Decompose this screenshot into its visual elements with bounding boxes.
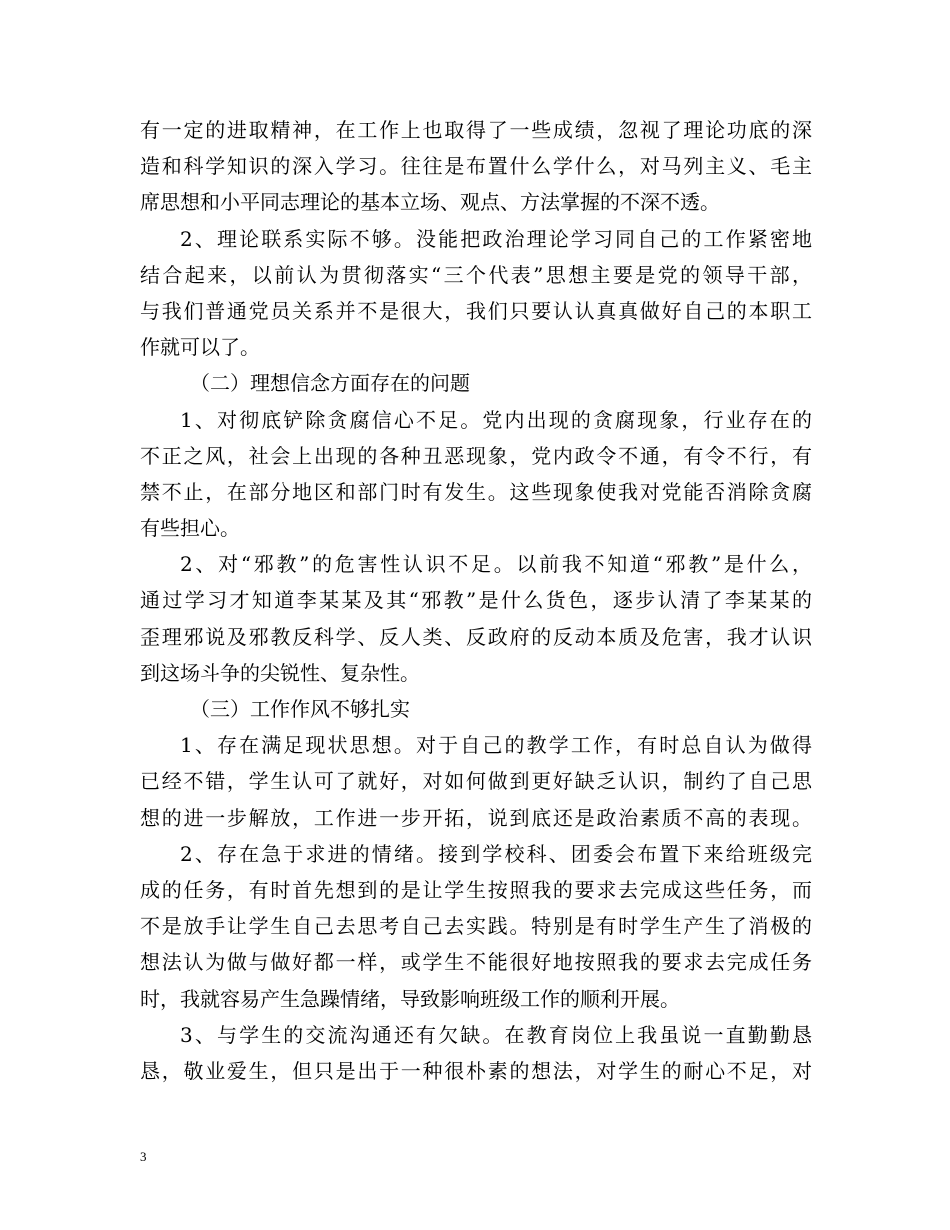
text-line: 不正之风，社会上出现的各种丑恶现象，党内政令不通，有令不行，有 xyxy=(140,443,812,468)
text-line: 有一定的进取精神，在工作上也取得了一些成绩，忽视了理论功底的深 xyxy=(140,118,812,142)
text-line: 2、对“邪教”的危害性认识不足。以前我不知道“邪教”是什么， xyxy=(180,552,812,577)
text-line: 2、理论联系实际不够。没能把政治理论学习同自己的工作紧密地 xyxy=(180,226,812,251)
text-line: 席思想和小平同志理论的基本立场、观点、方法掌握的不深不透。 xyxy=(140,190,720,215)
text-line: 1、存在满足现状思想。对于自己的教学工作，有时总自认为做得 xyxy=(180,733,812,758)
text-line: 歪理邪说及邪教反科学、反人类、反政府的反动本质及危害，我才认识 xyxy=(140,624,812,649)
text-line: 已经不错，学生认可了就好，对如何做到更好缺乏认识，制约了自己思 xyxy=(140,769,812,794)
text-line: 想的进一步解放，工作进一步开拓，说到底还是政治素质不高的表现。 xyxy=(140,805,812,830)
section-heading: （三）工作作风不够扎实 xyxy=(190,697,410,721)
page-number: 3 xyxy=(140,1149,147,1164)
text-line: 恳，敬业爱生，但只是出于一种很朴素的想法，对学生的耐心不足，对 xyxy=(140,1058,812,1083)
text-line: 与我们普通党员关系并不是很大，我们只要认认真真做好自己的本职工 xyxy=(140,298,812,323)
text-line: 1、对彻底铲除贪腐信心不足。党内出现的贪腐现象，行业存在的 xyxy=(180,407,812,432)
text-line: 成的任务，有时首先想到的是让学生按照我的要求去完成这些任务，而 xyxy=(140,877,812,902)
text-line: 想法认为做与做好都一样，或学生不能很好地按照我的要求去完成任务 xyxy=(140,950,812,975)
text-line: 作就可以了。 xyxy=(140,335,260,360)
text-line: 2、存在急于求进的情绪。接到学校科、团委会布置下来给班级完 xyxy=(180,841,812,866)
text-line: 通过学习才知道李某某及其“邪教”是什么货色，逐步认清了李某某的 xyxy=(140,588,812,613)
text-line: 结合起来，以前认为贯彻落实“三个代表”思想主要是党的领导干部， xyxy=(140,262,812,287)
text-line: 造和科学知识的深入学习。往往是布置什么学什么，对马列主义、毛主 xyxy=(140,154,812,179)
text-line: 3、与学生的交流沟通还有欠缺。在教育岗位上我虽说一直勤勤恳 xyxy=(180,1022,812,1047)
text-line: 到这场斗争的尖锐性、复杂性。 xyxy=(140,660,420,685)
text-line: 有些担心。 xyxy=(140,516,240,541)
section-heading: （二）理想信念方面存在的问题 xyxy=(190,371,470,396)
text-line: 不是放手让学生自己去思考自己去实践。特别是有时学生产生了消极的 xyxy=(140,914,812,939)
text-line: 禁不止，在部分地区和部门时有发生。这些现象使我对党能否消除贪腐 xyxy=(140,479,812,504)
text-line: 时，我就容易产生急躁情绪，导致影响班级工作的顺利开展。 xyxy=(140,986,680,1011)
body-text xyxy=(140,112,812,1089)
